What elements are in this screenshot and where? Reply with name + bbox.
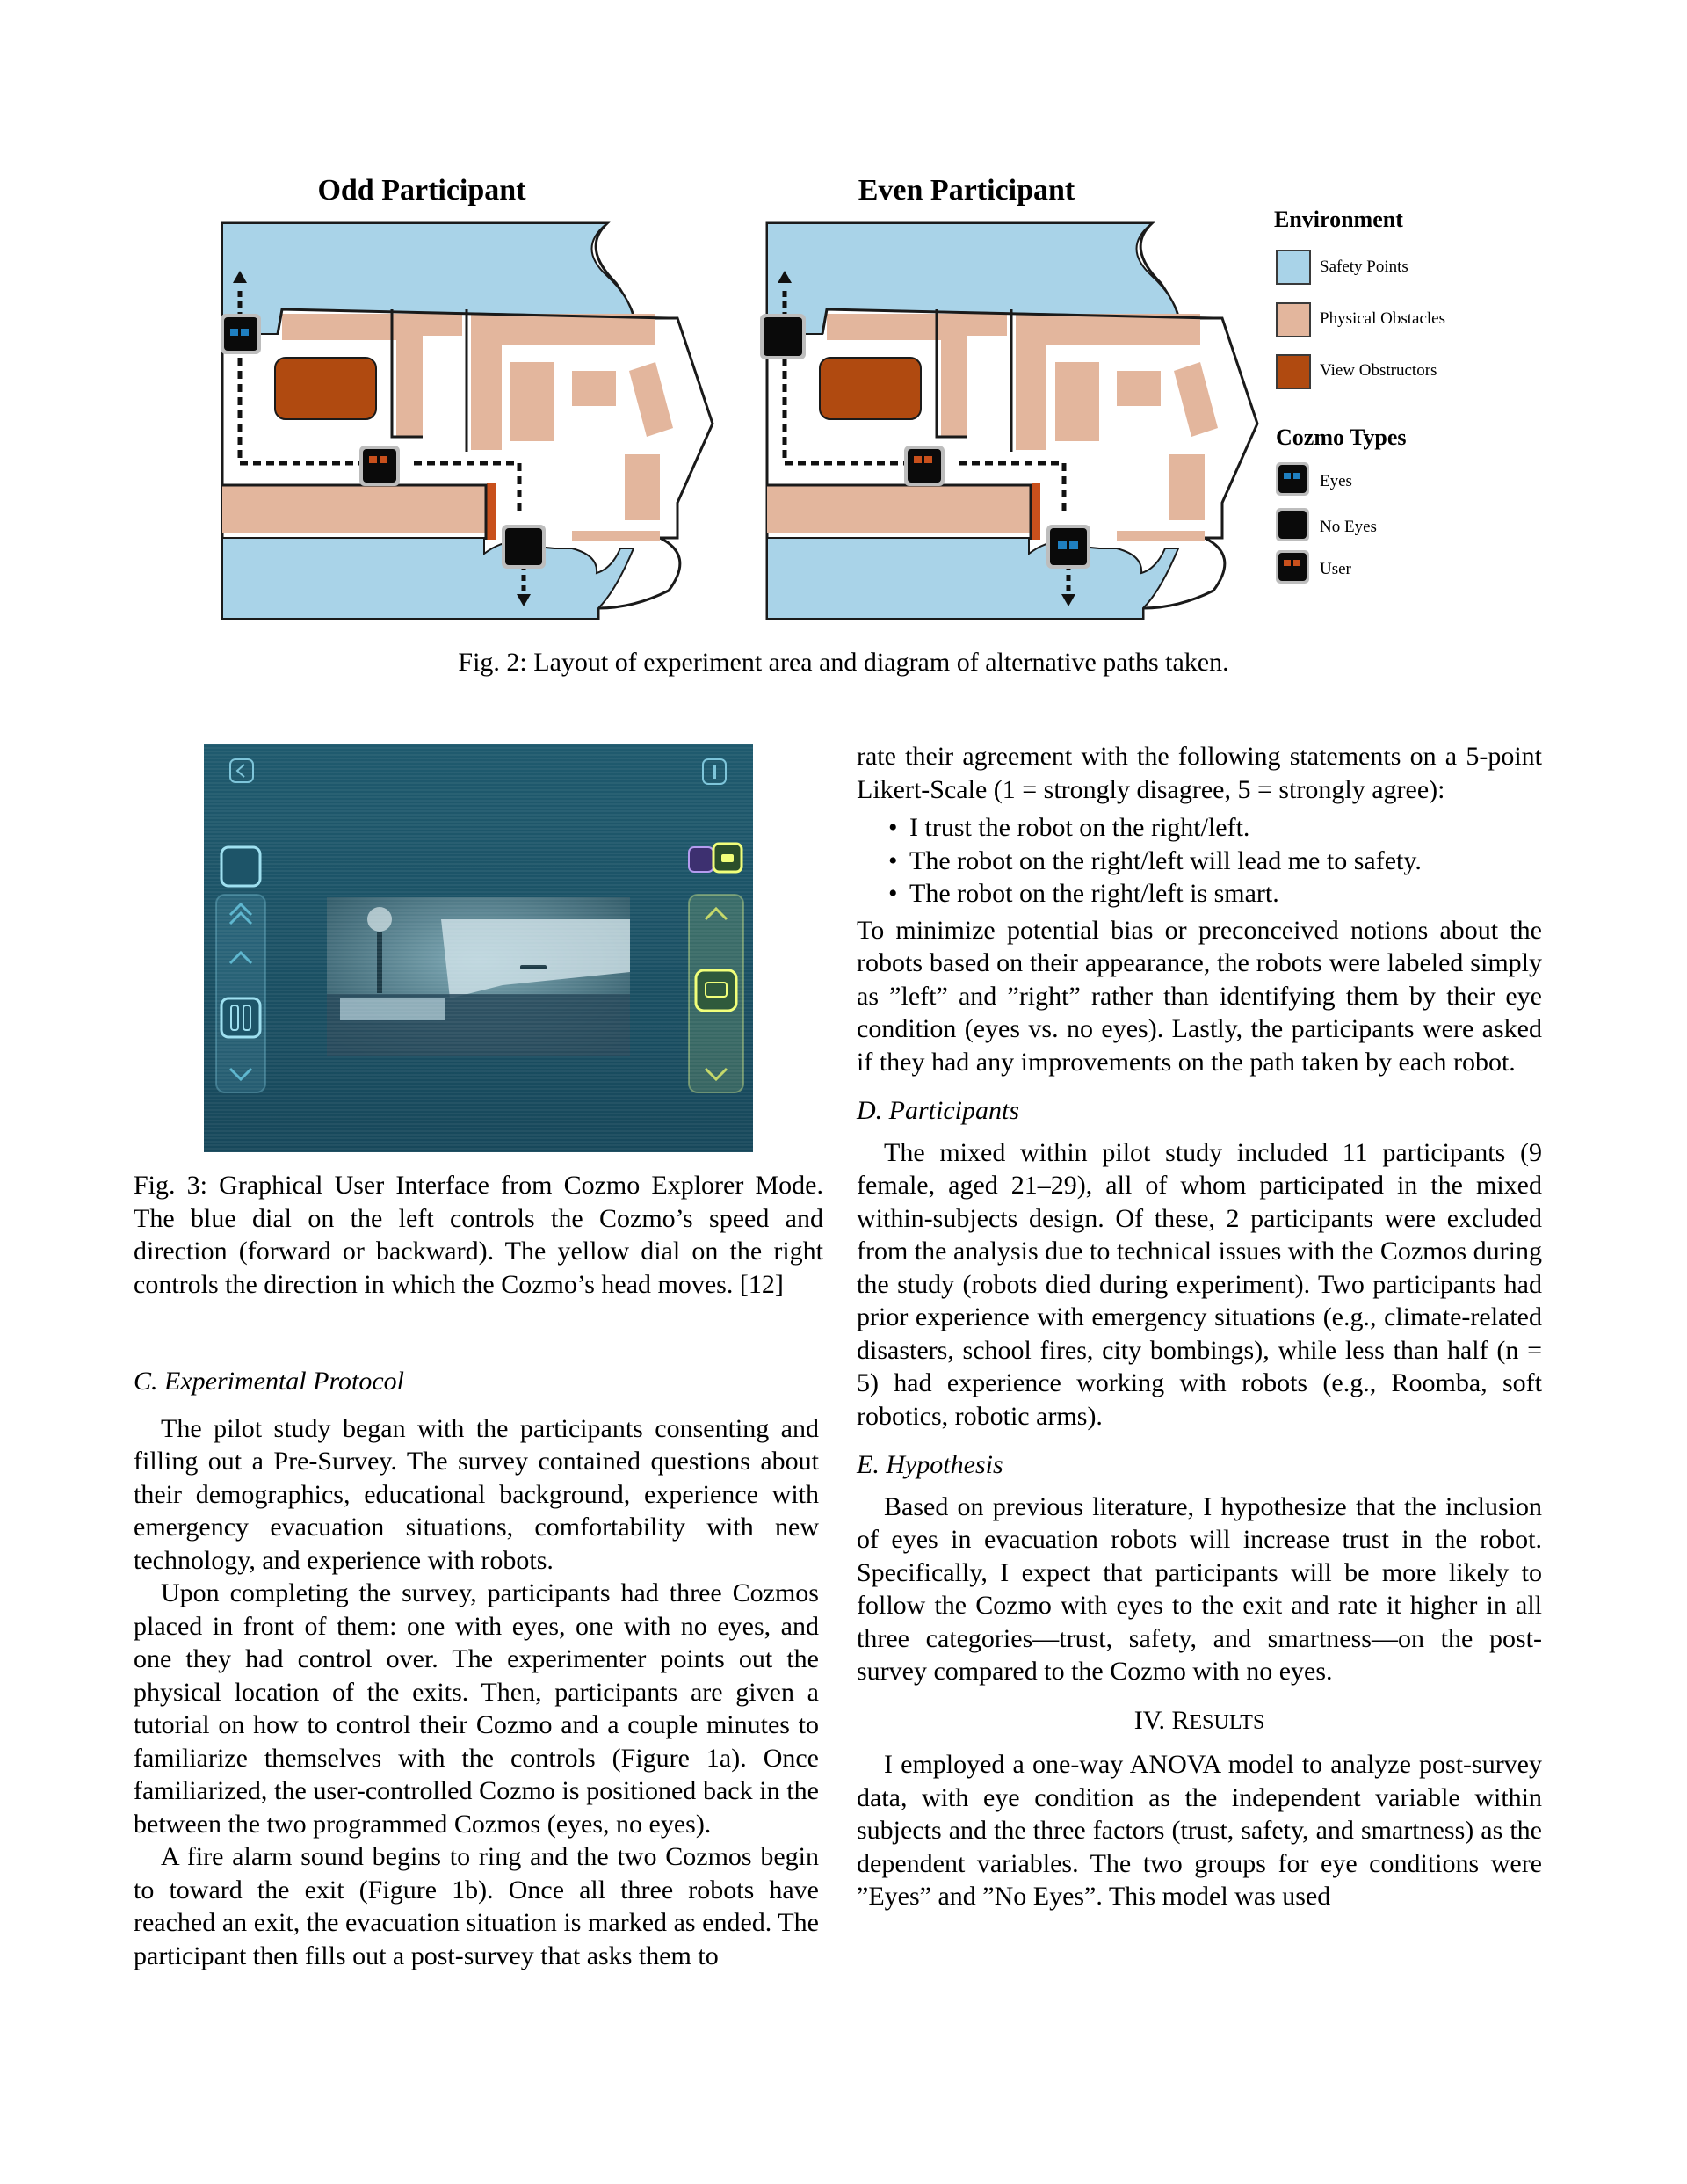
fig3-caption: Fig. 3: Graphical User Interface from Cozmo Explorer Mode. The blue dial on the left controls the Cozmo’s speed and direction (forward or backward). The yellow dial on the right controls the direction in which the Cozmo’s head moves. [12]: [134, 1171, 823, 1299]
section-e-heading: E. Hypothesis: [857, 1450, 1003, 1479]
head-dial-knob: [696, 970, 736, 1011]
bullet-item: • The robot on the right/left is smart.: [888, 879, 1279, 908]
left-column: [134, 1365, 819, 1972]
legend-obstructors-swatch: [1276, 354, 1311, 389]
legend-user-label: User: [1320, 560, 1351, 578]
right-column: [857, 740, 1542, 1913]
legend-safety-label: Safety Points: [1320, 258, 1408, 276]
legend-obstacles-swatch: [1276, 302, 1311, 337]
paragraph: Based on previous literature, I hypothesize that the inclusion of eyes in evacuation robots will increase trust in the robot. Specifically, I expect that participants will be more likely to follow the Cozmo with eyes to the exit and rate it higher in all three categories—trust, safety, and smartness—on the post-survey compared to the Cozmo with no eyes.: [857, 1491, 1542, 1686]
paragraph: rate their agreement with the following statements on a 5-point Likert-Scale (1 = strongly disagree, 5 = strongly agree):: [857, 742, 1542, 804]
legend-obstructors-label: View Obstructors: [1320, 361, 1437, 380]
legend-environment-title: Environment: [1274, 207, 1403, 232]
robot-no-eyes: [760, 314, 806, 359]
fig2-maps: [0, 0, 1687, 668]
fig3-cozmo-gui: [204, 744, 753, 1152]
legend-eyes-icon: [1276, 462, 1309, 496]
speed-dial: [216, 895, 265, 1092]
bullet-item: • I trust the robot on the right/left.: [888, 813, 1250, 842]
paragraph: The pilot study began with the participants consenting and filling out a Pre-Survey. The survey contained questions about their demographics, educational background, experience with emergency evacuation situations, comfortability with new technology, and experience with robots.: [134, 1413, 819, 1575]
fig2-caption: Fig. 2: Layout of experiment area and diagram of alternative paths taken.: [458, 648, 1229, 677]
section-iv-heading: IV. RESULTS: [1133, 1705, 1265, 1735]
legend-robot-icons: [1276, 462, 1311, 585]
robot-user: [359, 446, 400, 486]
paragraph: To minimize potential bias or preconceived notions about the robots based on their appearance, the robots were labeled simply as ”left” and ”right” rather than identifying them by their eye condition (eyes vs. no eyes). Lastly, the participants were asked if they had any improvements on the path taken by each robot.: [857, 915, 1542, 1077]
odd-participant-title: Odd Participant: [317, 174, 526, 207]
section-d-heading: D. Participants: [857, 1096, 1019, 1125]
paragraph: The mixed within pilot study included 11 participants (9 female, aged 21–29), all of whom participated in the mixed within-subjects design. Of these, 2 participants were excluded from the analysis due to technical issues with the Cozmos during the study (robots died during experiment). Two participants had prior experience with emergency situations (e.g., climate-related disasters, school fires, city bombings), while less than half (n = 5) had experience working with robots (e.g., Roomba, soft robotics, robotic arms).: [857, 1137, 1542, 1431]
legend-user-icon: [1276, 550, 1309, 584]
paragraph: A fire alarm sound begins to ring and the two Cozmos begin to toward the exit (Figure 1b). Once all three robots have reached an exit, the evacuation situation is marked as ended. The participant then fills out a post-survey that asks them to: [134, 1842, 819, 1970]
speed-dial-knob: [221, 998, 260, 1037]
bullet-item: • The robot on the right/left will lead me to safety.: [888, 845, 1422, 875]
robot-user: [904, 446, 945, 486]
even-participant-title: Even Participant: [858, 174, 1075, 207]
speed-mode-icon: [221, 847, 260, 886]
head-mode-icon: [689, 847, 713, 872]
legend-no-eyes-label: No Eyes: [1320, 518, 1377, 536]
legend-types-title: Cozmo Types: [1276, 424, 1407, 450]
robot-eyes: [221, 314, 261, 354]
legend-eyes-label: Eyes: [1320, 472, 1352, 490]
paragraph: Upon completing the survey, participants had three Cozmos placed in front of them: one with eyes, one with no eyes, and one they had control over. The experimenter points out the physical location of the exits. Then, participants are given a tutorial on how to control their Cozmo and a couple minutes to familiarize themselves with the controls (Figure 1a). Once familiarized, the user-controlled Cozmo is positioned back in the between the two programmed Cozmos (eyes, no eyes).: [134, 1578, 819, 1839]
legend-obstacles-label: Physical Obstacles: [1320, 309, 1446, 328]
legend-safety-swatch: [1276, 250, 1311, 285]
paragraph: I employed a one-way ANOVA model to analyze post-survey data, with eye condition as the independent variable within subjects and the three factors (trust, safety, and smartness) as the dependent variables. The two groups for eye conditions were ”Eyes” and ”No Eyes”. This model was used: [857, 1750, 1542, 1911]
robot-eyes: [1046, 525, 1090, 569]
robot-no-eyes: [502, 525, 546, 569]
section-c-heading: C. Experimental Protocol: [134, 1367, 404, 1396]
legend-no-eyes-icon: [1276, 508, 1309, 541]
